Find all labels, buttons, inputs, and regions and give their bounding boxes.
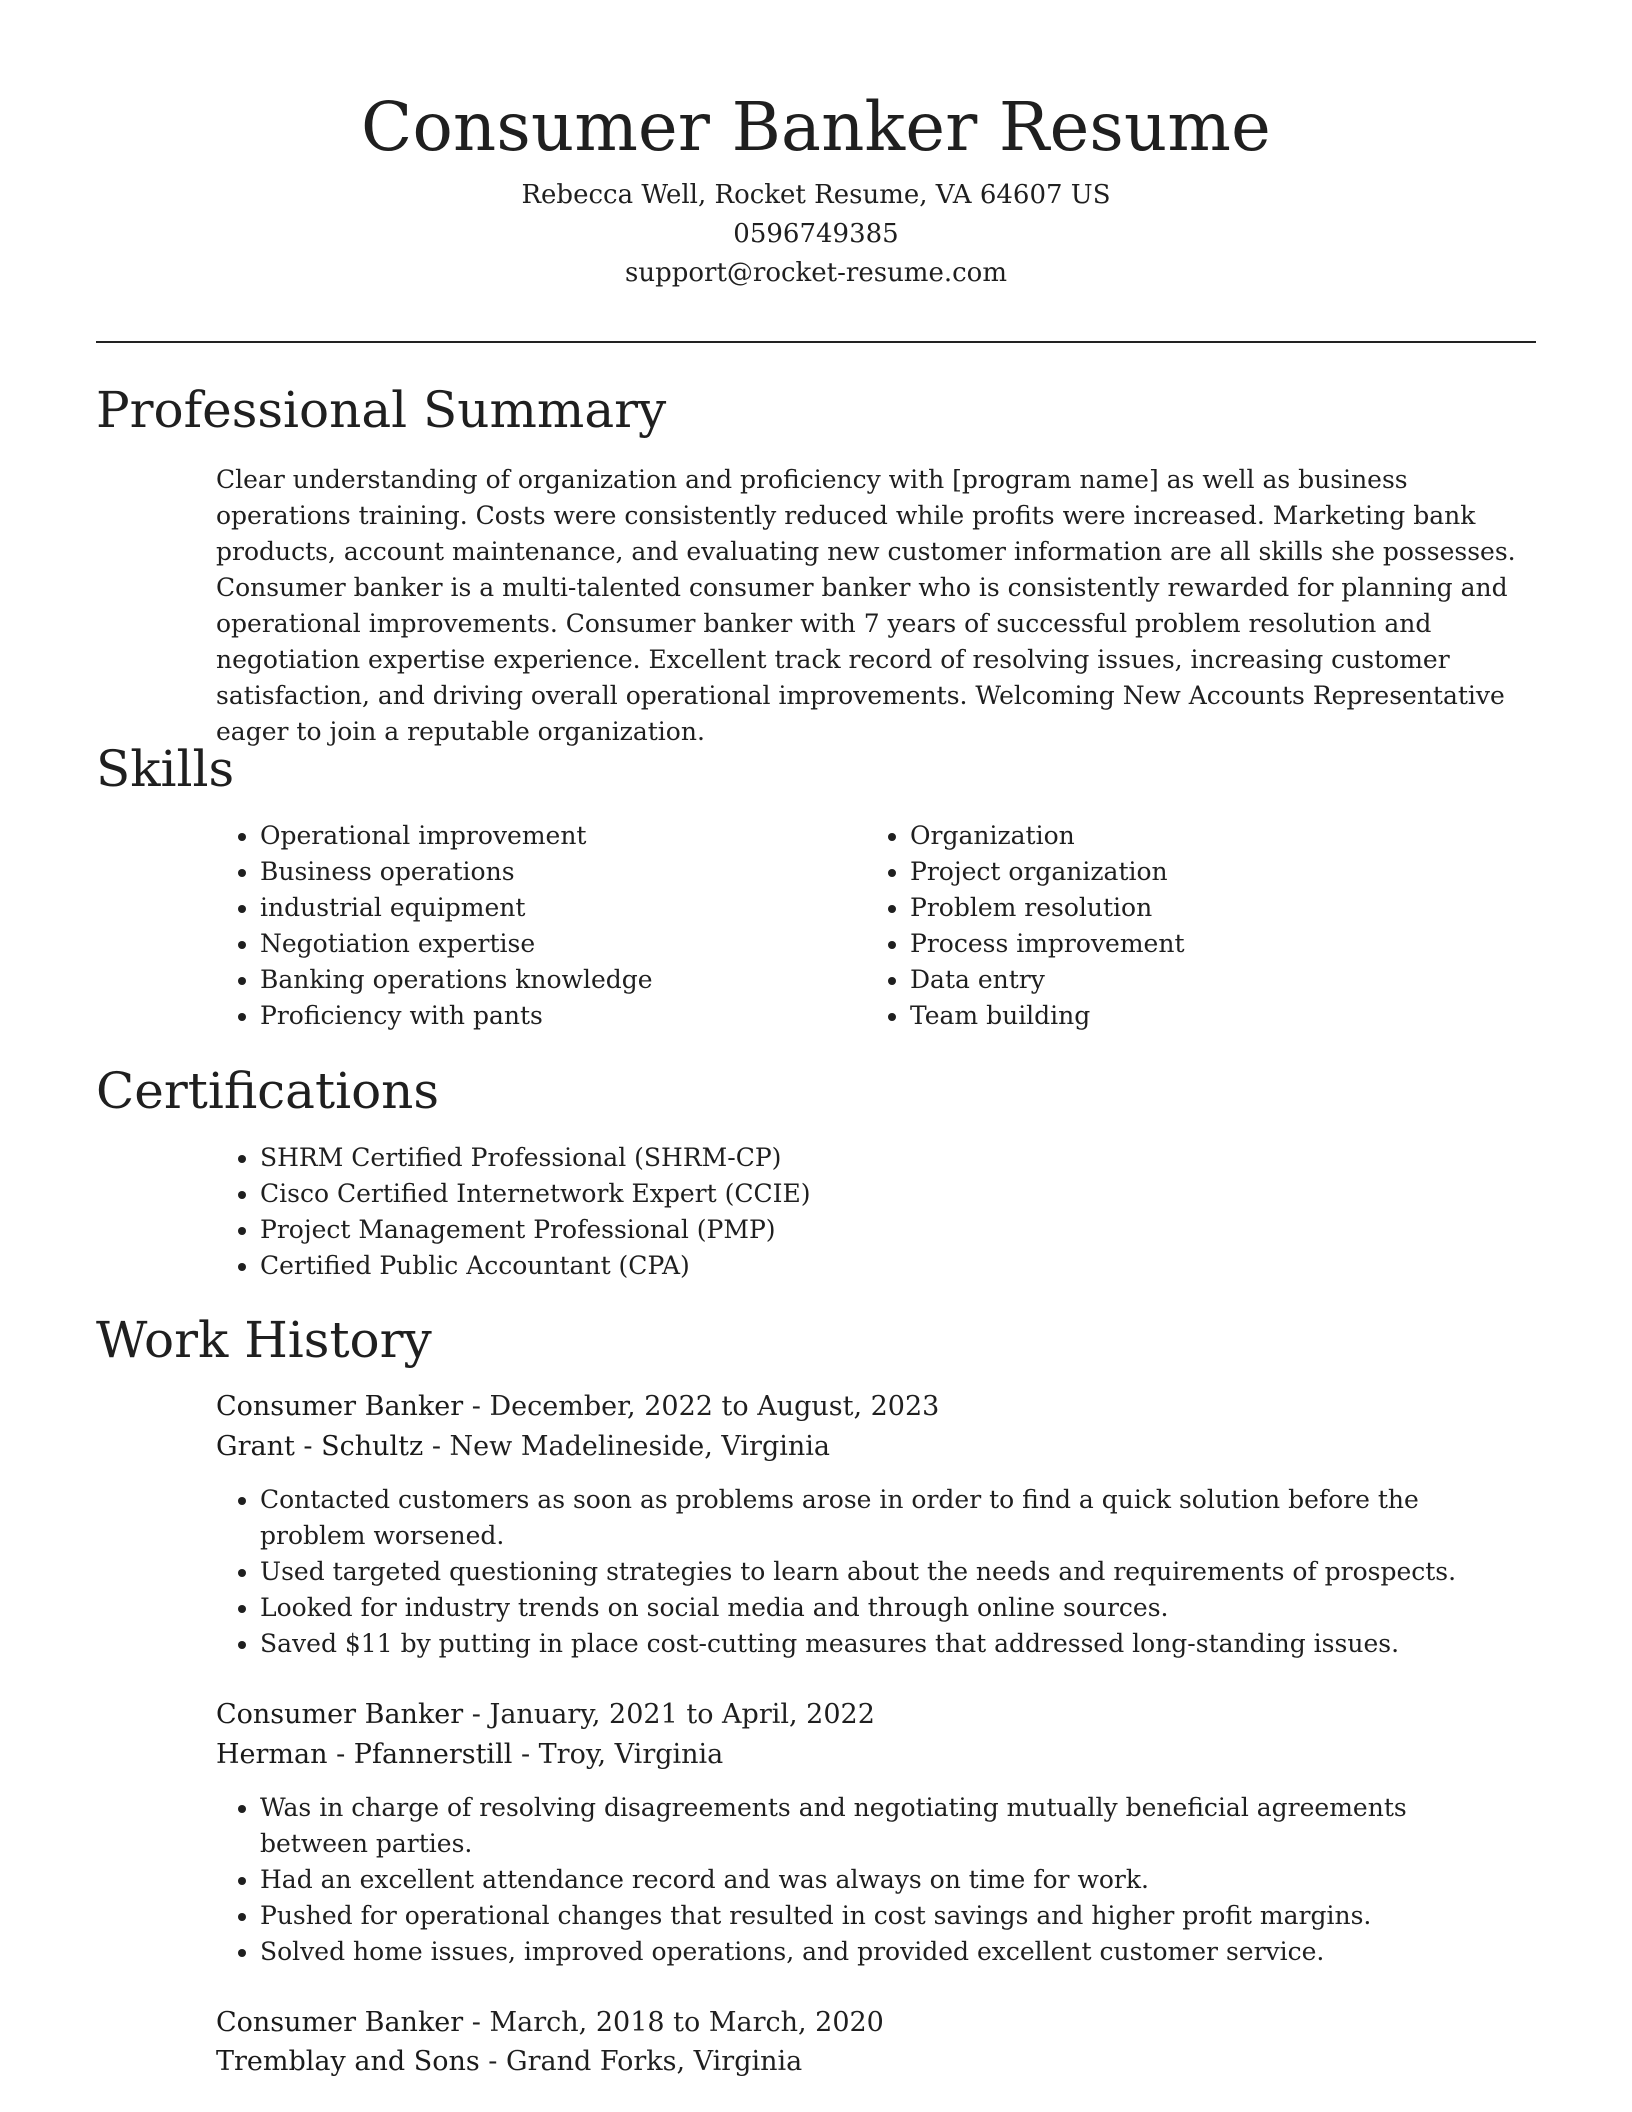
skill-item: • industrial equipment <box>260 890 860 926</box>
job-title: Consumer Banker <box>216 2007 464 2038</box>
job-bullet: • Pushed for operational changes that resulted in cost savings and higher profit margins. <box>260 1898 1500 1934</box>
certification-item: • SHRM Certified Professional (SHRM-CP) <box>260 1140 1460 1176</box>
job-company: Grant - Schultz <box>216 1431 424 1462</box>
job-company-line <box>216 1735 723 1775</box>
skill-item: • Negotiation expertise <box>260 926 860 962</box>
job-location: Grand Forks, Virginia <box>506 2046 803 2077</box>
skills-list-left <box>216 818 860 1034</box>
job-title-line <box>216 1695 875 1735</box>
job-location: New Madelineside, Virginia <box>449 1431 830 1462</box>
job-bullet: • Contacted customers as soon as problems arose in order to find a quick solution before the problem worsened. <box>260 1482 1500 1554</box>
contact-email: support@rocket-resume.com <box>624 258 1007 288</box>
title-date-separator: - <box>471 1699 490 1730</box>
skill-item: • Organization <box>910 818 1510 854</box>
company-location-separator: - <box>520 1739 539 1770</box>
job-bullet: • Saved $11 by putting in place cost-cutting measures that addressed long-standing issues. <box>260 1626 1500 1662</box>
job-title-line <box>216 1387 939 1427</box>
job-bullet: • Was in charge of resolving disagreements and negotiating mutually beneficial agreements between parties. <box>260 1790 1500 1862</box>
job-title: Consumer Banker <box>216 1391 464 1422</box>
company-location-separator: - <box>488 2046 507 2077</box>
resume-title: Consumer Banker Resume <box>361 88 1271 166</box>
work-history-heading: Work History <box>96 1311 432 1369</box>
job-bullets <box>216 1482 1500 1662</box>
job-bullet: • Had an excellent attendance record and was always on time for work. <box>260 1862 1500 1898</box>
certification-item: • Certified Public Accountant (CPA) <box>260 1248 1460 1284</box>
job-bullets <box>216 1790 1500 1970</box>
job-location: Troy, Virginia <box>538 1739 724 1770</box>
summary-heading: Professional Summary <box>96 381 667 439</box>
job-dates: December, 2022 to August, 2023 <box>489 1391 940 1422</box>
resume-header <box>0 86 1632 293</box>
skill-item: • Team building <box>910 998 1510 1034</box>
certifications-heading: Certifications <box>96 1062 440 1120</box>
skills-heading: Skills <box>96 740 235 798</box>
skill-item: • Banking operations knowledge <box>260 962 860 998</box>
skill-item: • Operational improvement <box>260 818 860 854</box>
job-dates: January, 2021 to April, 2022 <box>489 1699 875 1730</box>
job-dates: March, 2018 to March, 2020 <box>489 2007 884 2038</box>
job-title-line <box>216 2003 884 2043</box>
contact-info <box>0 176 1632 293</box>
title-date-separator: - <box>471 1391 490 1422</box>
job-bullet: • Used targeted questioning strategies to learn about the needs and requirements of prospects. <box>260 1554 1500 1590</box>
certification-item: • Cisco Certified Internetwork Expert (CCIE) <box>260 1176 1460 1212</box>
job-company-line <box>216 1427 830 1467</box>
certifications-list <box>216 1140 1460 1284</box>
job-bullet: • Solved home issues, improved operations, and provided excellent customer service. <box>260 1934 1500 1970</box>
skill-item: • Problem resolution <box>910 890 1510 926</box>
summary-text: Clear understanding of organization and proficiency with [program name] as well as business operations training. Costs were consistently reduced while profits were increased. Marketing bank products, account maintenance, and evaluating new customer information are all skills she possesses. Consumer banker is a multi-talented consumer banker who is consistently rewarded for planning and operational improvements. Consumer banker with 7 years of successful problem resolution and negotiation expertise experience. Excellent track record of resolving issues, increasing customer satisfaction, and driving overall operational improvements. Welcoming New Accounts Representative eager to join a reputable organization. <box>216 465 1516 746</box>
title-date-separator: - <box>471 2007 490 2038</box>
skill-item: • Proficiency with pants <box>260 998 860 1034</box>
skill-item: • Business operations <box>260 854 860 890</box>
skills-list-right <box>866 818 1510 1034</box>
skill-item: • Data entry <box>910 962 1510 998</box>
skill-item: • Process improvement <box>910 926 1510 962</box>
job-bullet: • Looked for industry trends on social media and through online sources. <box>260 1590 1500 1626</box>
job-title: Consumer Banker <box>216 1699 464 1730</box>
job-company-line <box>216 2042 802 2082</box>
job-company: Tremblay and Sons <box>216 2046 480 2077</box>
header-divider <box>96 341 1536 343</box>
certification-item: • Project Management Professional (PMP) <box>260 1212 1460 1248</box>
company-location-separator: - <box>431 1431 450 1462</box>
job-company: Herman - Pfannerstill <box>216 1739 513 1770</box>
contact-phone: 0596749385 <box>733 219 899 249</box>
contact-address: Rebecca Well, Rocket Resume, VA 64607 US <box>521 180 1111 210</box>
skill-item: • Project organization <box>910 854 1510 890</box>
